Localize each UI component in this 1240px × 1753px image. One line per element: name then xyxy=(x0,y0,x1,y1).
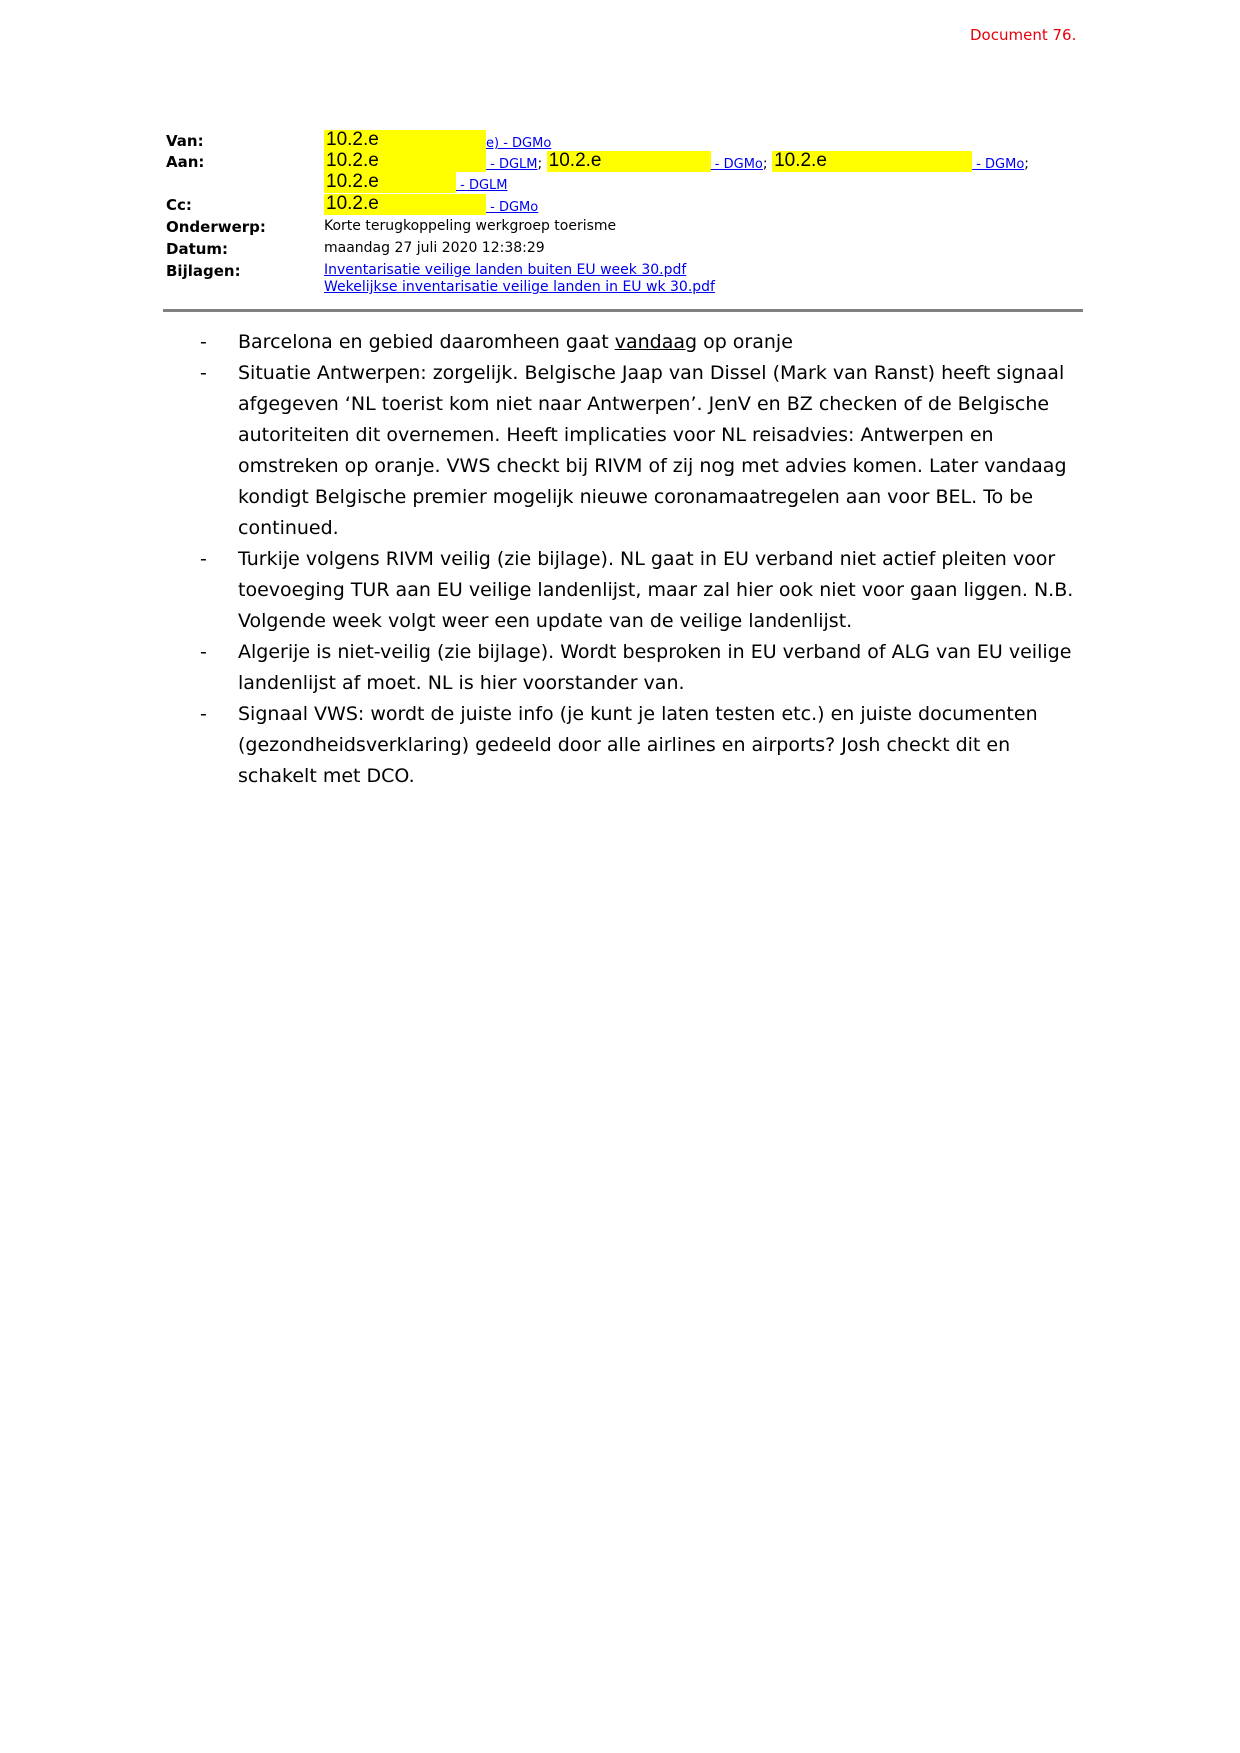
to-link[interactable]: - DGLM xyxy=(456,178,508,193)
list-item-text: Algerije is niet-veilig (zie bijlage). Wordt besproken in EU verband of ALG van EU veilige landenlijst af moet. NL is hier voorstander van. xyxy=(238,641,1072,694)
redaction-box: 10.2.e xyxy=(324,172,456,193)
attachment-link[interactable]: Wekelijkse inventarisatie veilige landen in EU wk 30.pdf xyxy=(324,279,715,295)
bullet-dash: - xyxy=(200,703,207,725)
text-segment: op oranje xyxy=(697,331,793,353)
to-link[interactable]: - DGLM xyxy=(486,157,538,172)
separator: ; xyxy=(1024,156,1029,172)
bullet-dash: - xyxy=(200,331,207,353)
redaction-box: 10.2.e xyxy=(547,151,711,172)
redaction-box: 10.2.e xyxy=(324,130,486,151)
from-label: Van: xyxy=(166,132,204,150)
list-item xyxy=(190,699,1090,792)
list-item-text: Situatie Antwerpen: zorgelijk. Belgische Jaap van Dissel (Mark van Ranst) heeft signaal afgegeven ‘NL toerist kom niet naar Antwerpen’. JenV en BZ checken of de Belgische autoriteiten dit overnemen. Heeft implicaties voor NL reisadvies: Antwerpen en omstreken op oranje. VWS checkt bij RIVM of zij nog met advies komen. Later vandaag kondigt Belgische premier mogelijk nieuwe coronamaatregelen aan voor BEL. To be continued. xyxy=(238,362,1067,539)
redaction-box: 10.2.e xyxy=(324,151,486,172)
cc-link[interactable]: - DGMo xyxy=(486,200,539,215)
list-item xyxy=(190,544,1090,637)
list-item xyxy=(190,327,1090,358)
to-link[interactable]: - DGMo xyxy=(710,157,763,172)
to-label: Aan: xyxy=(166,153,205,171)
from-row xyxy=(166,130,1086,152)
underlined-word: vandaag xyxy=(614,331,698,353)
bullet-dash: - xyxy=(200,362,207,384)
attachment-link[interactable]: Inventarisatie veilige landen buiten EU week 30.pdf xyxy=(324,262,687,278)
cc-value xyxy=(324,194,538,215)
header-separator xyxy=(163,309,1083,312)
list-item xyxy=(190,637,1090,699)
from-value xyxy=(324,130,551,151)
subject-value: Korte terugkoppeling werkgroep toerisme xyxy=(324,218,617,234)
attachments-list xyxy=(324,262,715,296)
list-item-text: Turkije volgens RIVM veilig (zie bijlage). NL gaat in EU verband niet actief pleiten voor toevoeging TUR aan EU veilige landenlijst, maar zal hier ook niet voor gaan liggen. N.B. Volgende week volgt weer een update van de veilige landenlijst. xyxy=(238,548,1074,632)
from-link[interactable]: e) - DGMo xyxy=(486,136,552,151)
date-row xyxy=(166,238,1086,260)
subject-label: Onderwerp: xyxy=(166,218,266,236)
to-link[interactable]: - DGMo xyxy=(972,157,1025,172)
cc-row xyxy=(166,194,1086,216)
to-value xyxy=(324,151,1029,172)
document-number: Document 76. xyxy=(970,26,1077,44)
to-row-continued xyxy=(166,172,1086,194)
date-label: Datum: xyxy=(166,240,229,258)
text-segment: Barcelona en gebied daaromheen gaat xyxy=(238,331,615,353)
message-body xyxy=(190,327,1090,792)
separator: ; xyxy=(762,156,768,172)
redaction-box: 10.2.e xyxy=(324,194,486,215)
redaction-box: 10.2.e xyxy=(772,151,972,172)
separator: ; xyxy=(537,156,543,172)
subject-row xyxy=(166,216,1086,238)
attachments-row xyxy=(166,260,1086,300)
bullet-dash: - xyxy=(200,641,207,663)
bullet-dash: - xyxy=(200,548,207,570)
cc-label: Cc: xyxy=(166,196,192,214)
to-row xyxy=(166,151,1086,173)
list-item-text: Signaal VWS: wordt de juiste info (je kunt je laten testen etc.) en juiste documenten (gezondheidsverklaring) gedeeld door alle airlines en airports? Josh checkt dit en schakelt met DCO. xyxy=(238,703,1038,787)
date-value: maandag 27 juli 2020 12:38:29 xyxy=(324,240,545,256)
list-item-text xyxy=(238,331,793,353)
to-value-continued xyxy=(324,172,508,193)
attachments-label: Bijlagen: xyxy=(166,262,241,280)
list-item xyxy=(190,358,1090,544)
